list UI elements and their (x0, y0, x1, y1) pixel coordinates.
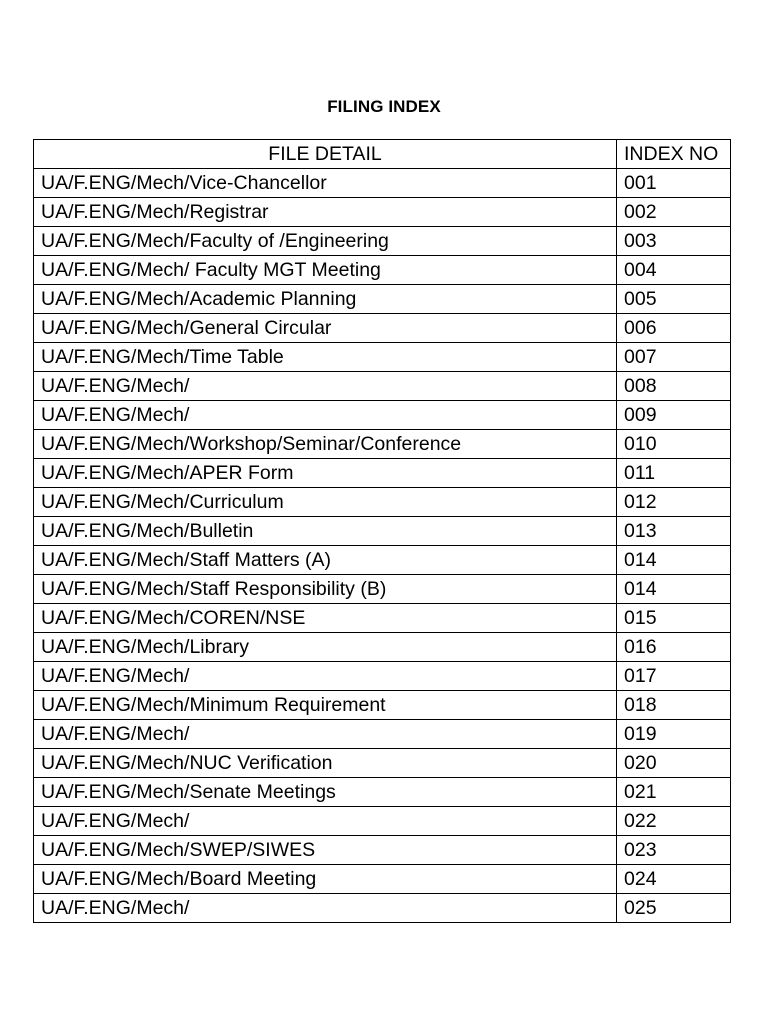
index-no-cell: 017 (617, 662, 731, 691)
file-detail-cell: UA/F.ENG/Mech/SWEP/SIWES (34, 836, 617, 865)
file-detail-cell: UA/F.ENG/Mech/ (34, 894, 617, 923)
index-no-cell: 016 (617, 633, 731, 662)
table-body (34, 169, 731, 923)
index-no-cell: 014 (617, 546, 731, 575)
document-title: FILING INDEX (327, 97, 441, 116)
file-detail-cell: UA/F.ENG/Mech/Bulletin (34, 517, 617, 546)
file-detail-cell: UA/F.ENG/Mech/Library (34, 633, 617, 662)
index-no-cell: 021 (617, 778, 731, 807)
index-no-cell: 003 (617, 227, 731, 256)
file-detail-cell: UA/F.ENG/Mech/Time Table (34, 343, 617, 372)
table-row (34, 169, 731, 198)
file-detail-cell: UA/F.ENG/Mech/Registrar (34, 198, 617, 227)
file-detail-cell: UA/F.ENG/Mech/ Faculty MGT Meeting (34, 256, 617, 285)
index-no-cell: 014 (617, 575, 731, 604)
file-detail-cell: UA/F.ENG/Mech/ (34, 662, 617, 691)
file-detail-cell: UA/F.ENG/Mech/Vice-Chancellor (34, 169, 617, 198)
file-detail-cell: UA/F.ENG/Mech/Minimum Requirement (34, 691, 617, 720)
filing-index-table (33, 139, 731, 923)
table-row (34, 836, 731, 865)
table-row (34, 256, 731, 285)
file-detail-cell: UA/F.ENG/Mech/ (34, 807, 617, 836)
table-row (34, 517, 731, 546)
table-row (34, 285, 731, 314)
column-header-index-no: INDEX NO (617, 140, 731, 169)
index-no-cell: 013 (617, 517, 731, 546)
table-row (34, 401, 731, 430)
table-row (34, 778, 731, 807)
table-row (34, 546, 731, 575)
table-row (34, 198, 731, 227)
file-detail-cell: UA/F.ENG/Mech/Academic Planning (34, 285, 617, 314)
file-detail-cell: UA/F.ENG/Mech/Board Meeting (34, 865, 617, 894)
table-row (34, 691, 731, 720)
file-detail-cell: UA/F.ENG/Mech/COREN/NSE (34, 604, 617, 633)
index-no-cell: 023 (617, 836, 731, 865)
index-no-cell: 004 (617, 256, 731, 285)
table-row (34, 459, 731, 488)
index-no-cell: 005 (617, 285, 731, 314)
column-header-file-detail: FILE DETAIL (34, 140, 617, 169)
file-detail-cell: UA/F.ENG/Mech/ (34, 372, 617, 401)
table-row (34, 314, 731, 343)
index-no-cell: 015 (617, 604, 731, 633)
index-no-cell: 007 (617, 343, 731, 372)
file-detail-cell: UA/F.ENG/Mech/NUC Verification (34, 749, 617, 778)
table-row (34, 894, 731, 923)
table-row (34, 749, 731, 778)
index-no-cell: 001 (617, 169, 731, 198)
table-row (34, 430, 731, 459)
index-no-cell: 020 (617, 749, 731, 778)
index-no-cell: 012 (617, 488, 731, 517)
index-no-cell: 006 (617, 314, 731, 343)
index-no-cell: 019 (617, 720, 731, 749)
table-row (34, 865, 731, 894)
index-no-cell: 018 (617, 691, 731, 720)
index-no-cell: 024 (617, 865, 731, 894)
table-row (34, 227, 731, 256)
index-no-cell: 010 (617, 430, 731, 459)
index-no-cell: 002 (617, 198, 731, 227)
file-detail-cell: UA/F.ENG/Mech/Faculty of /Engineering (34, 227, 617, 256)
table-row (34, 807, 731, 836)
file-detail-cell: UA/F.ENG/Mech/Senate Meetings (34, 778, 617, 807)
file-detail-cell: UA/F.ENG/Mech/General Circular (34, 314, 617, 343)
table-row (34, 575, 731, 604)
file-detail-cell: UA/F.ENG/Mech/Staff Matters (A) (34, 546, 617, 575)
index-no-cell: 011 (617, 459, 731, 488)
table-row (34, 662, 731, 691)
index-no-cell: 022 (617, 807, 731, 836)
index-no-cell: 009 (617, 401, 731, 430)
file-detail-cell: UA/F.ENG/Mech/Staff Responsibility (B) (34, 575, 617, 604)
index-no-cell: 025 (617, 894, 731, 923)
table-row (34, 604, 731, 633)
file-detail-cell: UA/F.ENG/Mech/Workshop/Seminar/Conference (34, 430, 617, 459)
table-row (34, 488, 731, 517)
table-header-row (34, 140, 731, 169)
table-row (34, 720, 731, 749)
index-no-cell: 008 (617, 372, 731, 401)
table-row (34, 633, 731, 662)
table-row (34, 372, 731, 401)
file-detail-cell: UA/F.ENG/Mech/ (34, 720, 617, 749)
file-detail-cell: UA/F.ENG/Mech/Curriculum (34, 488, 617, 517)
table-row (34, 343, 731, 372)
file-detail-cell: UA/F.ENG/Mech/APER Form (34, 459, 617, 488)
file-detail-cell: UA/F.ENG/Mech/ (34, 401, 617, 430)
